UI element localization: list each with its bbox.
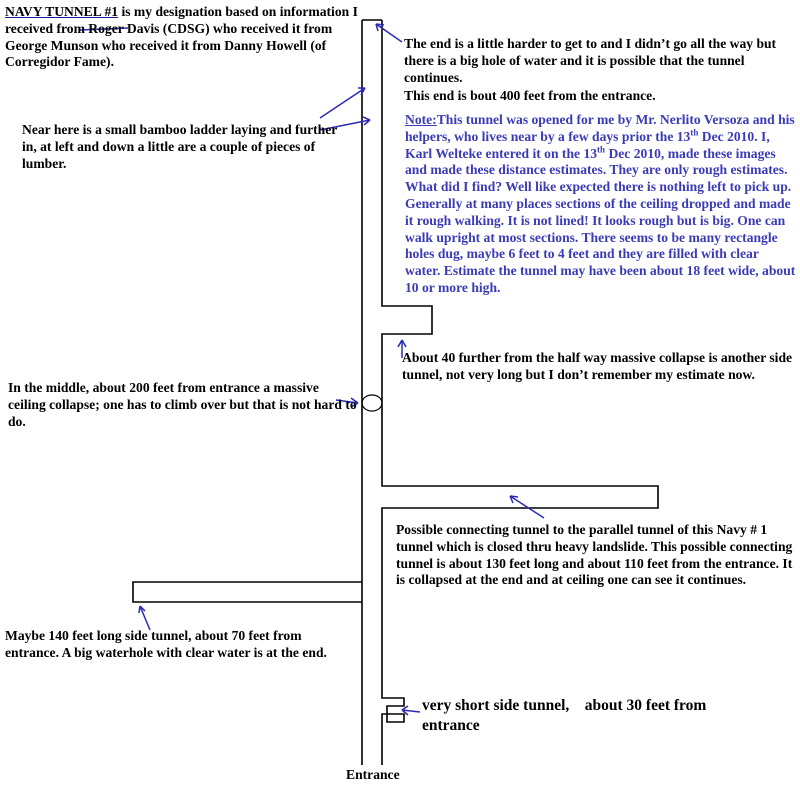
opened-note <box>405 112 797 297</box>
short-side-tunnel-note <box>422 696 792 736</box>
left-side-tunnel <box>133 582 362 602</box>
opened-note-part3: Dec 2010, made these images and made these distance estimates. They are only rough estimates. What did I find? Well like expected there is nothing left to pick up. Generally at many places sections of the ceiling dropped and made it rough walking. It is not lined! It looks rough but is big. One can walk upright at most sections. There seems to be many rectangle holes dug, maybe 6 feet to 4 feet and they are filled with clear water. Estimate the tunnel may have been about 18 feet wide, about 10 or more high. <box>405 145 796 295</box>
side-tunnel-40-note: About 40 further from the half way massive collapse is another side tunnel, not very long but I don’t remember my estimate now. <box>402 350 793 382</box>
side-tunnel-140-note: Maybe 140 feet long side tunnel, about 70 feet from entrance. A big waterhole with clear water is at the end. <box>5 628 327 660</box>
collapse-note: In the middle, about 200 feet from entrance a massive ceiling collapse; one has to climb over but that is not hard to do. <box>8 380 357 429</box>
connecting-tunnel-note: Possible connecting tunnel to the parallel tunnel of this Navy # 1 tunnel which is closed thru heavy landslide. This possible connecting tunnel is about 130 feet long and about 110 feet from the entrance. It is collapsed at the end and at ceiling one can see it continues. <box>396 522 793 588</box>
tunnel-designation: NAVY TUNNEL #1 <box>5 4 119 19</box>
collapse-marker <box>362 395 382 411</box>
opened-note-part2: Dec 2010. I, Karl Welteke entered it on the 13 <box>405 128 770 161</box>
short-note-part-d: entrance <box>422 717 480 734</box>
end-note: The end is a little harder to get to and I didn’t go all the way but there is a big hole of water and it is possible that the tunnel continues. <box>404 36 777 85</box>
opened-note-sup2: th <box>597 144 606 155</box>
arrow-side140 <box>139 606 150 630</box>
ladder-note: Near here is a small bamboo ladder laying and further in, at left and down a little are a couple of pieces of lumber. <box>22 122 338 171</box>
opened-note-sup1: th <box>690 127 699 138</box>
end-distance-note: This end is bout 400 feet from the entrance. <box>404 88 656 103</box>
short-note-part-b: tunnel, <box>519 697 574 714</box>
short-note-part-a: very short side <box>422 697 520 714</box>
intro-text: is my designation based on information I received from Roger Davis (CDSG) who received it from George Munson who received it from Danny Howell (of Corregidor Fame). <box>5 4 358 70</box>
arrow-connecting <box>510 496 544 518</box>
arrow-end <box>376 24 402 42</box>
entrance-label: Entrance <box>346 767 400 782</box>
opened-note-part1: This tunnel was opened for me by Mr. Nerlito Versoza and his helpers, who lives near by a few days prior the 13 <box>405 112 795 144</box>
short-note-part-c: about 30 feet from <box>573 697 707 714</box>
intro-note <box>5 4 360 71</box>
arrow-ladder-1 <box>320 88 365 118</box>
opened-note-label: Note: <box>405 112 437 127</box>
